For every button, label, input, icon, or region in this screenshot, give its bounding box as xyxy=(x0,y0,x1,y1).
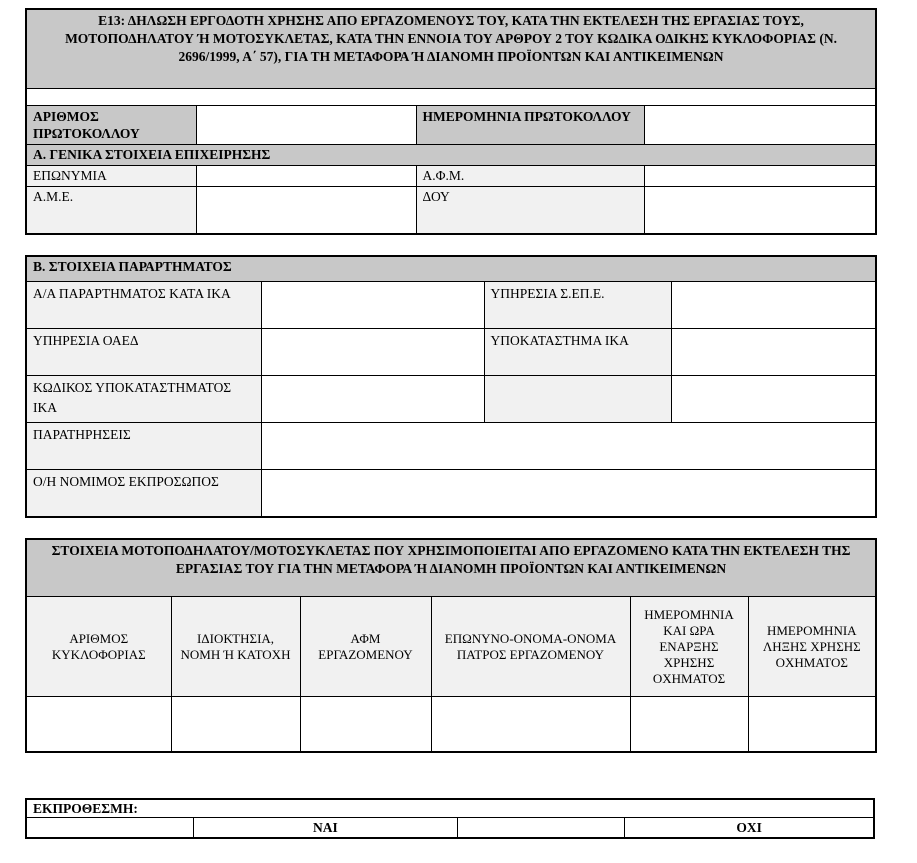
ika-code-label: ΚΩΔΙΚΟΣ ΥΠΟΚΑΤΑΣΤΗΜΑΤΟΣ ΙΚΑ xyxy=(26,376,261,423)
vehicle-table xyxy=(25,538,877,753)
col-header-employee-afm: ΑΦΜ ΕΡΓΑΖΟΜΕΝΟΥ xyxy=(300,597,431,697)
header-protocol-table xyxy=(25,8,877,235)
afm-field[interactable] xyxy=(644,166,876,187)
vehicle-table-title: ΣΤΟΙΧΕΙΑ ΜΟΤΟΠΟΔΗΛΑΤΟΥ/ΜΟΤΟΣΥΚΛΕΤΑΣ ΠΟΥ ΧΡΗΣΙΜΟΠΟΙΕΙΤΑΙ ΑΠΟ ΕΡΓΑΖΟΜΕΝΟ ΚΑΤΑ ΤΗΝ ΕΚΤΕΛΕΣΗ ΤΗΣ ΕΡΓΑΣΙΑΣ ΤΟΥ ΓΙΑ ΤΗΝ ΜΕΤΑΦΟΡΑ Ή ΔΙΑΝΟΜΗ ΠΡΟΪΟΝΤΩΝ ΚΑΙ ΑΝΤΙΚΕΙΜΕΝΩΝ xyxy=(26,539,876,597)
ame-label: Α.Μ.Ε. xyxy=(26,187,196,235)
doy-field[interactable] xyxy=(644,187,876,235)
legal-representative-label: Ο/Η ΝΟΜΙΜΟΣ ΕΚΠΡΟΣΩΠΟΣ xyxy=(26,470,261,518)
vehicle-cell-ownership[interactable] xyxy=(171,697,300,753)
col-header-use-start: ΗΜΕΡΟΜΗΝΙΑ ΚΑΙ ΩΡΑ ΕΝΑΡΞΗΣ ΧΡΗΣΗΣ ΟΧΗΜΑΤΟΣ xyxy=(630,597,748,697)
branch-number-field[interactable] xyxy=(261,282,484,329)
sepe-service-field[interactable] xyxy=(671,282,876,329)
notes-field[interactable] xyxy=(261,423,876,470)
vehicle-cell-use-start[interactable] xyxy=(630,697,748,753)
spacer-row xyxy=(26,89,876,106)
ame-field[interactable] xyxy=(196,187,416,235)
oaed-service-field[interactable] xyxy=(261,329,484,376)
late-yes-label: ΝΑΙ xyxy=(194,818,457,839)
late-no-checkbox-cell[interactable] xyxy=(457,818,625,839)
notes-label: ΠΑΡΑΤΗΡΗΣΕΙΣ xyxy=(26,423,261,470)
company-name-label: ΕΠΩΝΥΜΙΑ xyxy=(26,166,196,187)
vehicle-cell-employee-afm[interactable] xyxy=(300,697,431,753)
protocol-date-label: ΗΜΕΡΟΜΗΝΙΑ ΠΡΩΤΟΚΟΛΛΟΥ xyxy=(416,106,644,145)
col-header-use-end: ΗΜΕΡΟΜΗΝΙΑ ΛΗΞΗΣ ΧΡΗΣΗΣ ΟΧΗΜΑΤΟΣ xyxy=(748,597,876,697)
col-header-employee-name: ΕΠΩΝΥΝΟ-ΟΝΟΜΑ-ΟΝΟΜΑ ΠΑΤΡΟΣ ΕΡΓΑΖΟΜΕΝΟΥ xyxy=(431,597,630,697)
branch-number-label: Α/Α ΠΑΡΑΡΤΗΜΑΤΟΣ ΚΑΤΑ ΙΚΑ xyxy=(26,282,261,329)
late-no-label: ΟΧΙ xyxy=(625,818,874,839)
col-header-ownership: ΙΔΙΟΚΤΗΣΙΑ, ΝΟΜΗ Ή ΚΑΤΟΧΗ xyxy=(171,597,300,697)
protocol-date-field[interactable] xyxy=(644,106,876,145)
sepe-service-label: ΥΠΗΡΕΣΙΑ Σ.ΕΠ.Ε. xyxy=(484,282,671,329)
ika-code-spare-cell xyxy=(484,376,671,423)
ika-branch-field[interactable] xyxy=(671,329,876,376)
vehicle-cell-registration-number[interactable] xyxy=(26,697,171,753)
ika-branch-label: ΥΠΟΚΑΤΑΣΤΗΜΑ ΙΚΑ xyxy=(484,329,671,376)
vehicle-cell-use-end[interactable] xyxy=(748,697,876,753)
company-name-field[interactable] xyxy=(196,166,416,187)
late-submission-label: ΕΚΠΡΟΘΕΣΜΗ: xyxy=(26,799,874,818)
protocol-number-label: ΑΡΙΘΜΟΣ ΠΡΩΤΟΚΟΛΛΟΥ xyxy=(26,106,196,145)
late-yes-checkbox-cell[interactable] xyxy=(26,818,194,839)
late-submission-box xyxy=(25,798,875,839)
ika-code-field[interactable] xyxy=(261,376,484,423)
vehicle-cell-employee-name[interactable] xyxy=(431,697,630,753)
branch-table xyxy=(25,255,877,518)
doy-label: ΔΟΥ xyxy=(416,187,644,235)
ika-code-spare-field[interactable] xyxy=(671,376,876,423)
oaed-service-label: ΥΠΗΡΕΣΙΑ ΟΑΕΔ xyxy=(26,329,261,376)
col-header-registration-number: ΑΡΙΘΜΟΣ ΚΥΚΛΟΦΟΡΙΑΣ xyxy=(26,597,171,697)
section-a-header: Α. ΓΕΝΙΚΑ ΣΤΟΙΧΕΙΑ ΕΠΙΧΕΙΡΗΣΗΣ xyxy=(26,145,876,166)
protocol-number-field[interactable] xyxy=(196,106,416,145)
legal-representative-field[interactable] xyxy=(261,470,876,518)
section-b-header: Β. ΣΤΟΙΧΕΙΑ ΠΑΡΑΡΤΗΜΑΤΟΣ xyxy=(26,256,876,282)
afm-label: Α.Φ.Μ. xyxy=(416,166,644,187)
form-title: Ε13: ΔΗΛΩΣΗ ΕΡΓΟΔΟΤΗ ΧΡΗΣΗΣ ΑΠΟ ΕΡΓΑΖΟΜΕΝΟΥΣ ΤΟΥ, ΚΑΤΑ ΤΗΝ ΕΚΤΕΛΕΣΗ ΤΗΣ ΕΡΓΑΣΙΑΣ ΤΟΥΣ, ΜΟΤΟΠΟΔΗΛΑΤΟΥ Ή ΜΟΤΟΣΥΚΛΕΤΑΣ, ΚΑΤΑ ΤΗΝ ΕΝΝΟΙΑ ΤΟΥ ΑΡΘΡΟΥ 2 ΤΟΥ ΚΩΔΙΚΑ ΟΔΙΚΗΣ ΚΥΚΛΟΦΟΡΙΑΣ (Ν. 2696/1999, Α΄ 57), ΓΙΑ ΤΗ ΜΕΤΑΦΟΡΑ Ή ΔΙΑΝΟΜΗ ΠΡΟΪΟΝΤΩΝ ΚΑΙ ΑΝΤΙΚΕΙΜΕΝΩΝ xyxy=(26,9,876,89)
